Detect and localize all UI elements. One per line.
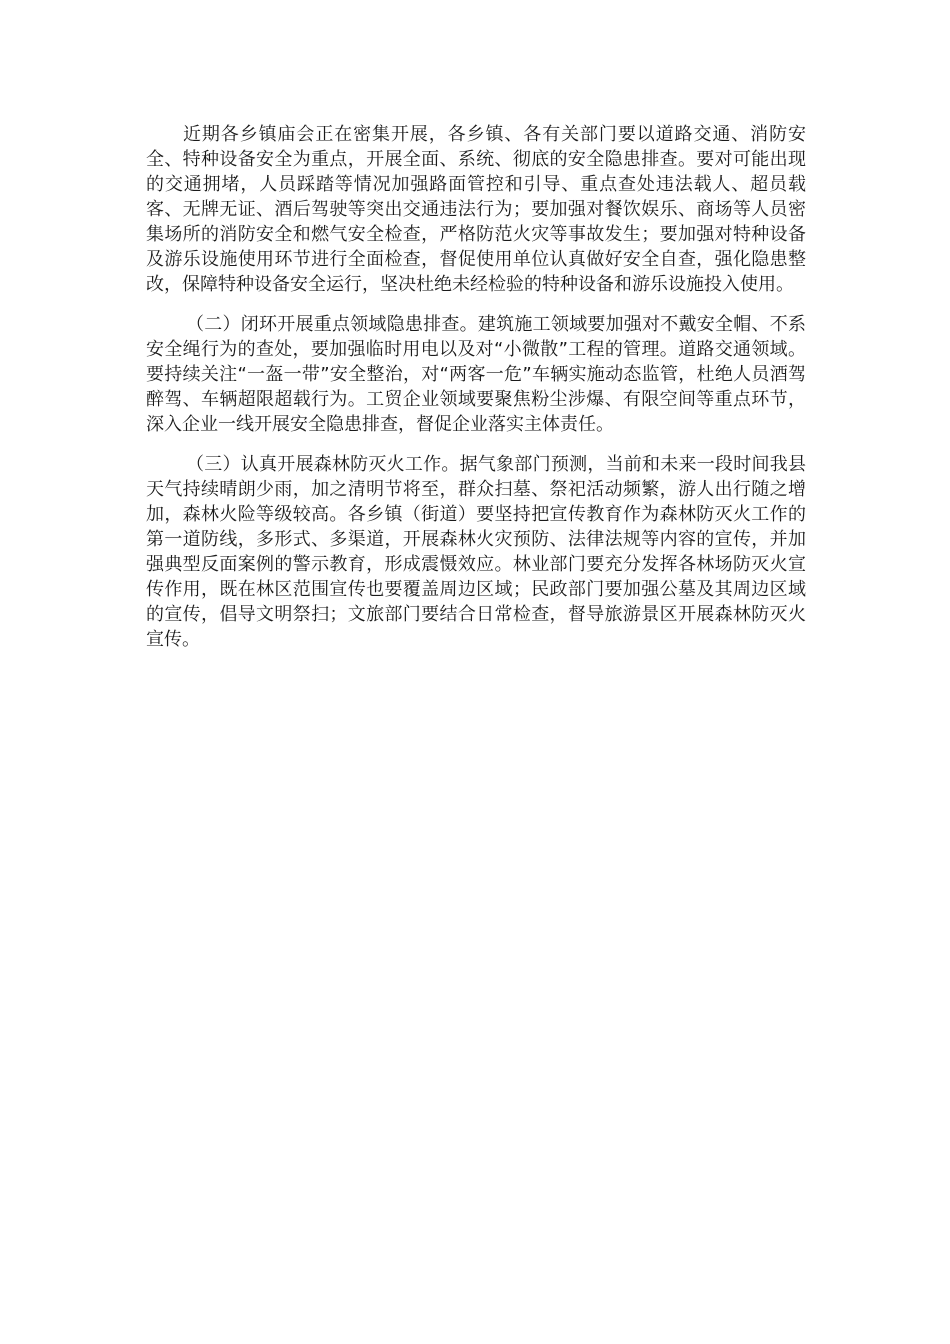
document-page — [146, 122, 806, 667]
paragraph-temple-fair-safety: 近期各乡镇庙会正在密集开展，各乡镇、各有关部门要以道路交通、消防安全、特种设备安全为重点，开展全面、系统、彻底的安全隐患排查。要对可能出现的交通拥堵，人员踩踏等情况加强路面管控和引导、重点查处违法载人、超员载客、无牌无证、酒后驾驶等突出交通违法行为；要加强对餐饮娱乐、商场等人员密集场所的消防安全和燃气安全检查，严格防范火灾等事故发生；要加强对特种设备及游乐设施使用环节进行全面检查，督促使用单位认真做好安全自查，强化隐患整改，保障特种设备安全运行，坚决杜绝未经检验的特种设备和游乐设施投入使用。 — [146, 124, 806, 295]
paragraph-forest-fire-prevention: （三）认真开展森林防灭火工作。据气象部门预测，当前和未来一段时间我县天气持续晴朗少雨，加之清明节将至，群众扫墓、祭祀活动频繁，游人出行随之增加，森林火险等级较高。各乡镇（街道）要坚持把宣传教育作为森林防灭火工作的第一道防线，多形式、多渠道，开展森林火灾预防、法律法规等内容的宣传，并加强典型反面案例的警示教育，形成震慑效应。林业部门要充分发挥各林场防灭火宣传作用，既在林区范围宣传也要覆盖周边区域；民政部门要加强公墓及其周边区域的宣传，倡导文明祭扫；文旅部门要结合日常检查，督导旅游景区开展森林防灭火宣传。 — [146, 454, 806, 650]
paragraph-key-field-inspection: （二）闭环开展重点领域隐患排查。建筑施工领域要加强对不戴安全帽、不系安全绳行为的查处，要加强临时用电以及对“小微散”工程的管理。道路交通领域。要持续关注“一盔一带”安全整治，对“两客一危”车辆实施动态监管，杜绝人员酒驾醉驾、车辆超限超载行为。工贸企业领域要聚焦粉尘涉爆、有限空间等重点环节，深入企业一线开展安全隐患排查，督促企业落实主体责任。 — [146, 314, 806, 435]
